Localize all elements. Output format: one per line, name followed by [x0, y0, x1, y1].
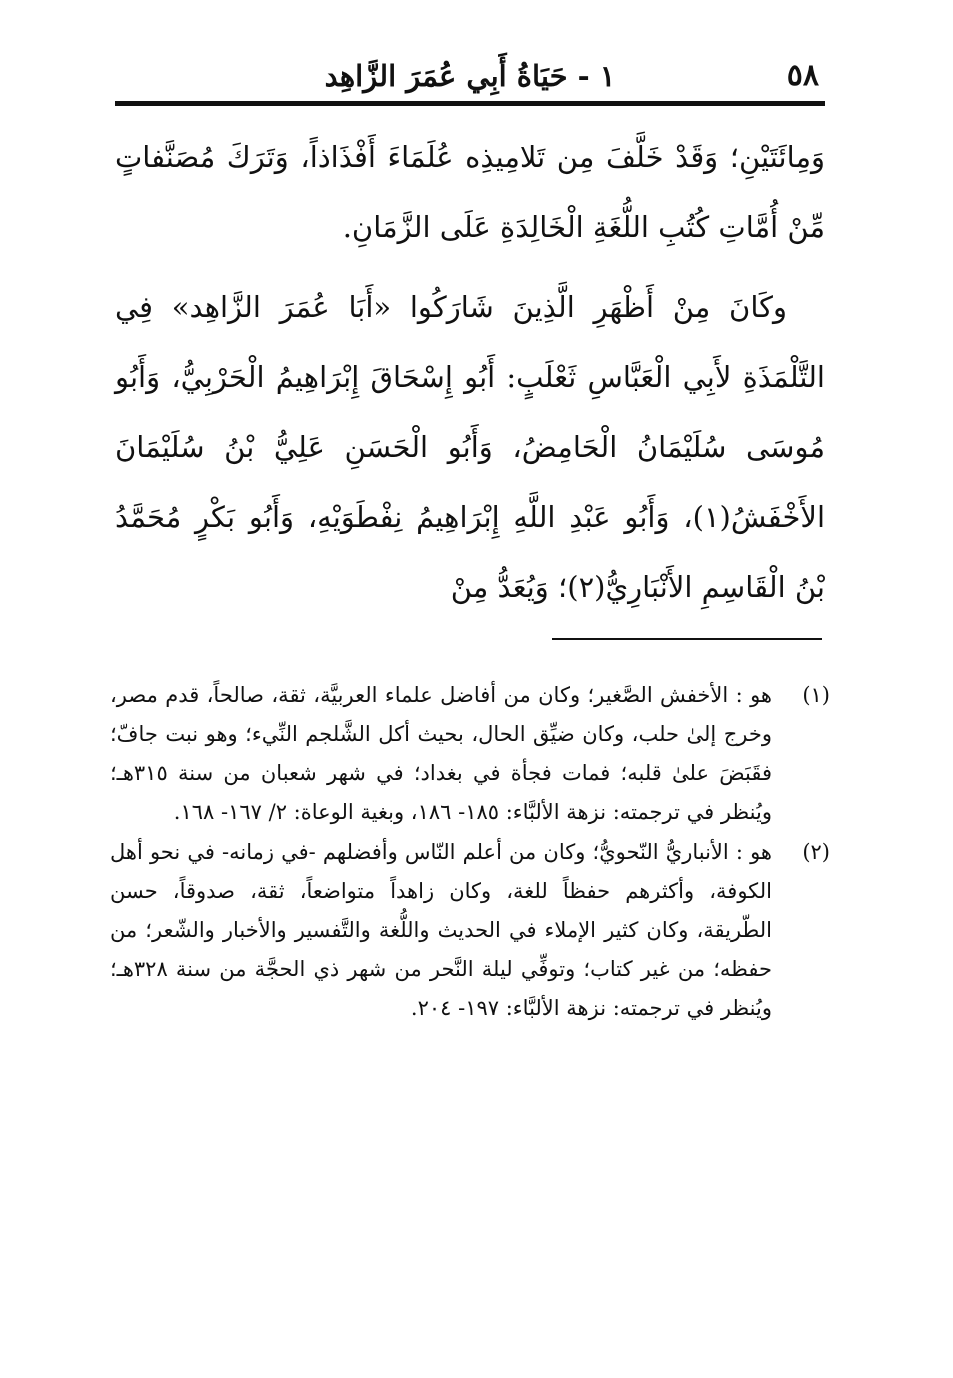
footnote-text: هو : الأخفش الصَّغير؛ وكان من أفاضل علماء العربيَّة، ثقة، صالحاً، قدم مصر، وخرج إلىٰ حلب، وكان ضيِّق الحال، بحيث أكل الشَّلجم النِّيء؛ وهو نبت جافّ؛ فقَبَضَ علىٰ قلبه؛ فمات فجأة في بغداد؛ في شهر شعبان من سنة ٣١٥هـ؛ ويُنظر في ترجمته: نزهة الألبَّاء: ١٨٥- ١٨٦، وبغية الوعاة: ٢/ ١٦٧- ١٦٨.: [110, 683, 772, 824]
footnotes: [110, 676, 830, 1029]
chapter-title: ١ - حَيَاةُ أَبِي عُمَرَ الزَّاهِد: [324, 59, 616, 93]
footnote-text: هو : الأنباريُّ النّحويُّ؛ وكان من أعلم النّاس وأفضلهم -في زمانه- في نحو أهل الكوفة، وأكثرهم حفظاً للغة، وكان زاهداً متواضعاً، ثقة، صدوقاً، حسن الطّريقة، وكان كثير الإملاء في الحديث واللُّغة والتَّفسير والأخبار والشّعر؛ من حفظه؛ من غير كتاب؛ وتوفِّي ليلة النَّحر من شهر ذي الحجَّة من سنة ٣٢٨هـ؛ ويُنظر في ترجمته: نزهة الألبَّاء: ١٩٧- ٢٠٤.: [110, 840, 772, 1020]
header-rule: [115, 101, 825, 106]
main-text: [115, 122, 825, 622]
footnote-separator: [552, 638, 822, 640]
running-header: [115, 52, 825, 100]
footnote-number: (٢): [802, 840, 830, 864]
footnote-item: [110, 676, 830, 832]
footnote-item: [110, 833, 830, 1028]
footnote-number: (١): [802, 683, 830, 707]
page-number: ٥٨: [786, 58, 819, 93]
paragraph: وكَانَ مِنْ أَظْهَرِ الَّذِينَ شَارَكُوا «أَبَا عُمَرَ الزَّاهِد» فِي التَّلْمَذَةِ لأَبِي الْعَبَّاسِ ثَعْلَبٍ: أَبُو إِسْحَاقَ إِبْرَاهِيمُ الْحَرْبِيُّ، وَأَبُو مُوسَى سُلَيْمَانُ الْحَامِضُ، وَأَبُو الْحَسَنِ عَلِيُّ بْنُ سُلَيْمَانَ الأَخْفَشُ(١)، وَأَبُو عَبْدِ اللَّهِ إِبْرَاهِيمُ نِفْطَوَيْهِ، وَأَبُو بَكْرٍ مُحَمَّدُ بْنُ الْقَاسِمِ الأَنْبَارِيُّ(٢)؛ وَيُعَدُّ مِنْ: [115, 290, 825, 604]
paragraph: وَمِائَتَيْنِ؛ وَقَدْ خَلَّفَ مِن تَلامِيذِه عُلَمَاءَ أَفْذَاذاً، وَتَرَكَ مُصَنَّفاتٍ مِّنْ أُمَّاتِ كُتُبِ اللُّغَةِ الْخَالِدَةِ عَلَى الزَّمَانِ.: [115, 140, 825, 244]
